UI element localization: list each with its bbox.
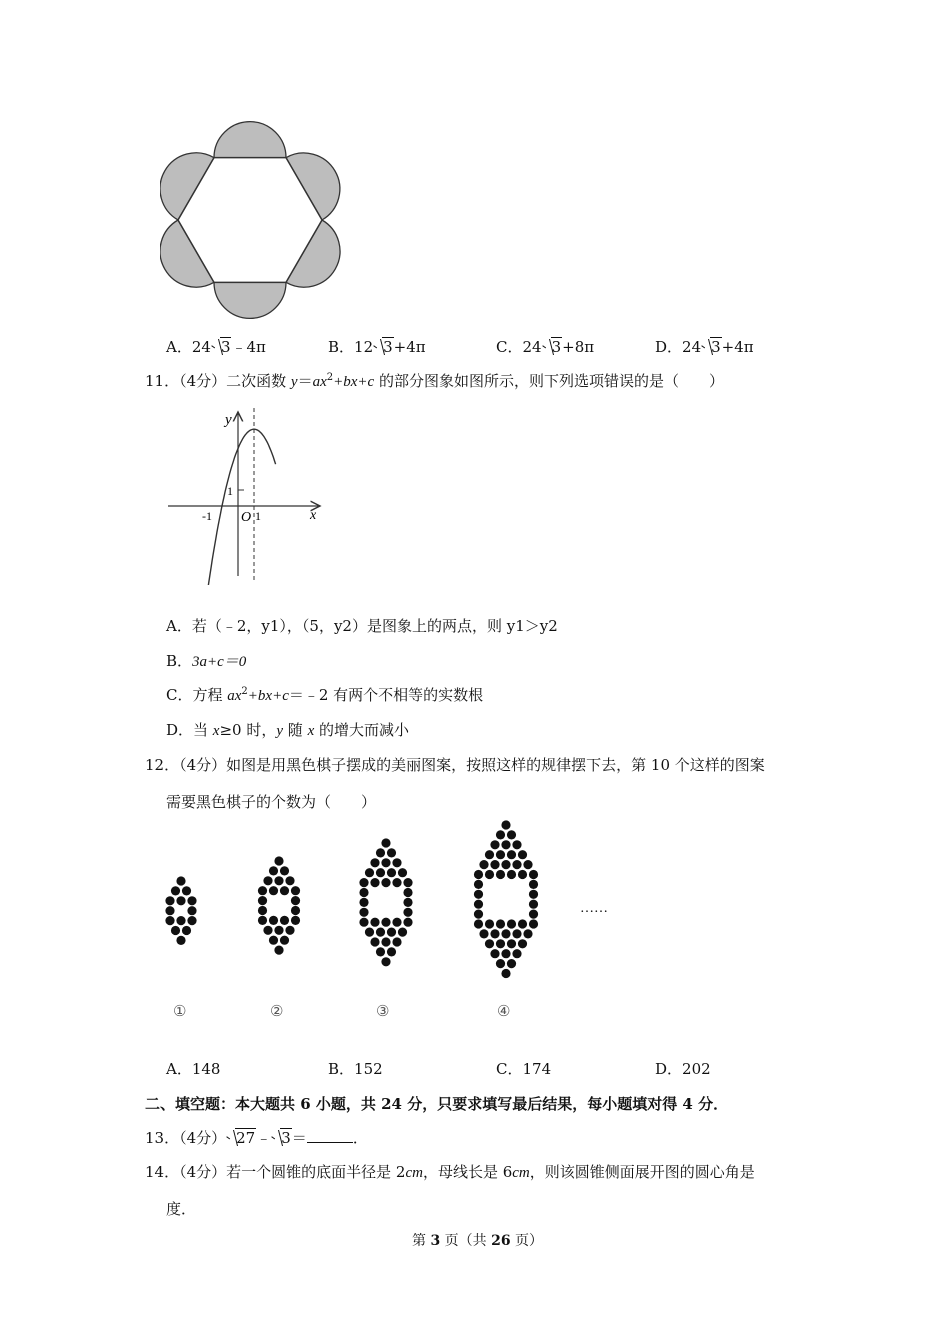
chess-piece-dot	[381, 937, 390, 946]
chess-piece-dot	[529, 919, 538, 928]
chess-piece-dot	[501, 840, 510, 849]
chess-piece-dot	[398, 868, 407, 877]
chess-piece-dot	[518, 870, 527, 879]
radicand: 3	[220, 338, 231, 356]
chess-piece-dot	[392, 937, 401, 946]
chess-piece-dot	[182, 886, 191, 895]
q11-option-c[interactable]	[166, 684, 483, 705]
option-c-tail: ＝﹣2 有两个不相等的实数根	[288, 686, 484, 704]
term-ax: ax	[312, 374, 327, 390]
page-footer	[412, 1230, 543, 1250]
chess-piece-dot	[387, 947, 396, 956]
option-b-text: 3a+c＝0	[192, 654, 247, 670]
page-number: 3	[430, 1233, 441, 1249]
chess-piece-dot	[512, 949, 521, 958]
chess-piece-dot	[501, 969, 510, 978]
sqrt-sign	[542, 338, 563, 356]
q11-option-b[interactable]	[166, 650, 246, 671]
chess-piece-dot	[176, 916, 185, 925]
q13-prefix: 13．（4分）	[145, 1129, 227, 1147]
chess-piece-dot	[496, 959, 505, 968]
var-x: x	[307, 723, 315, 739]
chess-piece-dot	[376, 848, 385, 857]
sqrt-sign	[271, 1129, 292, 1147]
chess-piece-dot	[381, 957, 390, 966]
chess-piece-dot	[269, 866, 278, 875]
option-tail: +4π	[393, 338, 426, 356]
chess-piece-dot	[165, 896, 174, 905]
parabola-graph	[162, 400, 330, 585]
radicand: 3	[551, 338, 562, 356]
chess-piece-dot	[529, 900, 538, 909]
chess-piece-dot	[387, 848, 396, 857]
chess-piece-dot	[280, 916, 289, 925]
q11-option-a[interactable]	[166, 615, 558, 636]
chess-piece-dot	[280, 936, 289, 945]
chess-piece-dot	[263, 926, 272, 935]
option-coef: 24	[522, 338, 542, 356]
chess-piece-dot	[403, 898, 412, 907]
chess-piece-dot	[496, 939, 505, 948]
chess-piece-dot	[370, 918, 379, 927]
chess-piece-dot	[381, 918, 390, 927]
q14-stem-line2: 度．	[166, 1200, 197, 1218]
chess-piece-dot	[165, 916, 174, 925]
chess-piece-dot	[403, 878, 412, 887]
option-coef: 24	[191, 338, 211, 356]
chess-piece-dot	[376, 928, 385, 937]
chess-piece-dot	[501, 929, 510, 938]
chess-piece-dot	[381, 838, 390, 847]
chess-piece-dot	[496, 870, 505, 879]
chess-piece-dot	[501, 860, 510, 869]
chess-piece-dot	[269, 886, 278, 895]
chess-piece-dot	[381, 878, 390, 887]
option-d-mid: ≥0 时，	[219, 721, 277, 739]
chess-piece-dot	[392, 918, 401, 927]
y-axis-label: y	[225, 412, 232, 428]
chess-piece-dot	[490, 949, 499, 958]
chess-piece-dot	[291, 916, 300, 925]
var-y: y	[290, 374, 298, 390]
chess-piece-dot	[485, 850, 494, 859]
radicand: 3	[383, 338, 393, 356]
chess-piece-dot	[376, 868, 385, 877]
chess-piece-dot	[176, 896, 185, 905]
chess-piece-dot	[507, 939, 516, 948]
chess-piece-dot	[387, 928, 396, 937]
origin-label: O	[241, 510, 252, 525]
chess-piece-dot	[474, 900, 483, 909]
chess-piece-dot	[501, 820, 510, 829]
chess-pattern-figure	[150, 815, 630, 1005]
q14-stem-line1	[145, 1161, 755, 1182]
chess-piece-dot	[529, 870, 538, 879]
chess-piece-dot	[171, 926, 180, 935]
option-d-end: 的增大而减小	[314, 721, 410, 739]
chess-piece-dot	[165, 906, 174, 915]
chess-piece-dot	[182, 926, 191, 935]
chess-piece-dot	[485, 870, 494, 879]
chess-piece-dot	[269, 936, 278, 945]
chess-piece-dot	[285, 926, 294, 935]
option-label: A．	[166, 338, 192, 356]
chess-piece-dot	[496, 850, 505, 859]
petal-semicircle	[214, 122, 286, 158]
x-axis-label: x	[310, 508, 317, 523]
chess-piece-dot	[187, 916, 196, 925]
chess-piece-dot	[274, 926, 283, 935]
option-coef: 12	[354, 338, 374, 356]
hexagon-petal-figure	[160, 120, 345, 320]
answer-blank[interactable]	[307, 1128, 353, 1143]
chess-piece-dot	[291, 886, 300, 895]
chess-piece-dot	[187, 896, 196, 905]
chess-piece-dot	[285, 876, 294, 885]
term-bxc: +bx+c	[247, 688, 289, 704]
option-label: C．方程	[166, 686, 228, 704]
pattern-label-1: ①	[173, 1002, 187, 1020]
chess-piece-dot	[507, 850, 516, 859]
chess-piece-dot	[507, 919, 516, 928]
chess-piece-dot	[381, 858, 390, 867]
chess-piece-dot	[280, 866, 289, 875]
chess-piece-dot	[258, 896, 267, 905]
chess-piece-dot	[479, 929, 488, 938]
chess-piece-dot	[274, 856, 283, 865]
chess-piece-dot	[280, 886, 289, 895]
chess-piece-dot	[507, 959, 516, 968]
chess-piece-dot	[474, 919, 483, 928]
chess-piece-dot	[269, 916, 278, 925]
chess-piece-dot	[496, 830, 505, 839]
q14-part-b: ，母线长是 6	[422, 1163, 513, 1181]
q12-option-b[interactable]: B．152	[328, 1060, 383, 1078]
period: ．	[352, 1129, 368, 1147]
q11-option-d[interactable]	[166, 719, 409, 740]
option-d-pre: D．当	[166, 721, 213, 739]
chess-piece-dot	[507, 830, 516, 839]
q13-stem	[145, 1127, 368, 1148]
total-pages: 26	[491, 1233, 511, 1249]
chess-piece-dot	[518, 850, 527, 859]
tick-minus-one-label: -1	[202, 509, 212, 523]
chess-piece-dot	[474, 890, 483, 899]
chess-piece-dot	[474, 880, 483, 889]
chess-piece-dot	[501, 949, 510, 958]
option-coef: 24	[682, 338, 702, 356]
term-bxc: +bx+c	[333, 374, 375, 390]
q14-part-c: ，则该圆锥侧面展开图的圆心角是	[529, 1163, 755, 1181]
chess-piece-dot	[518, 939, 527, 948]
q11-stem	[145, 370, 724, 391]
chess-piece-dot	[403, 888, 412, 897]
equals: ＝	[297, 372, 313, 390]
q10-option-d[interactable]	[655, 336, 754, 357]
pattern-label-2: ②	[270, 1002, 284, 1020]
chess-piece-dot	[387, 868, 396, 877]
chess-piece-dot	[176, 876, 185, 885]
radicand: 27	[236, 1129, 256, 1147]
var-x: x	[212, 723, 220, 739]
option-label: B．	[166, 652, 193, 670]
chess-piece-dot	[507, 870, 516, 879]
chess-piece-dot	[529, 910, 538, 919]
chess-piece-dot	[518, 919, 527, 928]
chess-piece-dot	[485, 919, 494, 928]
chess-piece-dot	[490, 860, 499, 869]
chess-piece-dot	[512, 929, 521, 938]
sqrt-sign	[226, 1129, 256, 1147]
q10-option-c[interactable]	[496, 336, 594, 357]
chess-piece-dot	[398, 928, 407, 937]
unit-cm: cm	[512, 1165, 530, 1181]
chess-piece-dot	[485, 939, 494, 948]
chess-piece-dot	[496, 919, 505, 928]
var-y: y	[276, 723, 284, 739]
chess-piece-dot	[370, 878, 379, 887]
tick-one-y-label: 1	[227, 484, 233, 498]
chess-piece-dot	[291, 896, 300, 905]
chess-piece-dot	[529, 880, 538, 889]
option-tail: +8π	[562, 338, 595, 356]
exponent: 2	[326, 372, 334, 383]
q10-option-b[interactable]	[328, 336, 426, 357]
equals: ＝	[291, 1129, 307, 1147]
tick-one-x-label: 1	[255, 509, 261, 523]
q12-stem-line2: 需要黑色棋子的个数为（ ）	[166, 793, 377, 811]
chess-piece-dot	[258, 916, 267, 925]
option-label: D．	[655, 338, 683, 356]
chess-piece-dot	[490, 929, 499, 938]
q12-stem-line1: 12．（4分）如图是用黑色棋子摆成的美丽图案，按照这样的规律摆下去，第 10 个这样的图案	[145, 756, 765, 774]
chess-piece-dot	[479, 860, 488, 869]
chess-piece-dot	[370, 858, 379, 867]
chess-piece-dot	[523, 860, 532, 869]
chess-piece-dot	[263, 876, 272, 885]
option-label: B．	[328, 338, 355, 356]
sqrt-sign	[211, 338, 232, 356]
chess-piece-dot	[365, 868, 374, 877]
chess-piece-dot	[403, 918, 412, 927]
chess-piece-dot	[274, 876, 283, 885]
chess-piece-dot	[512, 860, 521, 869]
chess-piece-dot	[359, 908, 368, 917]
footer-pre: 第	[412, 1233, 431, 1249]
chess-piece-dot	[176, 936, 185, 945]
chess-piece-dot	[359, 898, 368, 907]
q12-option-a[interactable]: A．148	[166, 1060, 221, 1078]
chess-piece-dot	[474, 910, 483, 919]
minus-sign: ﹣	[256, 1129, 272, 1147]
q11-prefix: 11．（4分）二次函数	[145, 372, 291, 390]
chess-piece-dot	[365, 928, 374, 937]
chess-piece-dot	[490, 840, 499, 849]
section-2-heading: 二、填空题：本大题共 6 小题，共 24 分，只要求填写最后结果，每小题填对得 4 分．	[145, 1095, 729, 1113]
chess-piece-dot	[171, 886, 180, 895]
pattern-label-3: ③	[376, 1002, 390, 1020]
chess-piece-dot	[376, 947, 385, 956]
pattern-label-4: ④	[497, 1002, 511, 1020]
unit-cm: cm	[405, 1165, 423, 1181]
chess-piece-dot	[474, 870, 483, 879]
q12-option-c[interactable]: C．174	[496, 1060, 552, 1078]
option-d-mid2: 随	[283, 721, 308, 739]
chess-piece-dot	[392, 878, 401, 887]
pattern-ellipsis: ……	[580, 901, 608, 916]
radicand: 3	[711, 338, 721, 356]
chess-piece-dot	[258, 906, 267, 915]
chess-piece-dot	[274, 946, 283, 955]
chess-piece-dot	[523, 929, 532, 938]
option-tail: +4π	[721, 338, 754, 356]
chess-piece-dot	[512, 840, 521, 849]
chess-piece-dot	[291, 906, 300, 915]
chess-piece-dot	[403, 908, 412, 917]
option-a-text: A．若（﹣2，y1），（5，y2）是图象上的两点，则 y1＞y2	[166, 617, 558, 635]
chess-piece-dot	[359, 918, 368, 927]
chess-piece-dot	[392, 858, 401, 867]
footer-post: 页）	[510, 1233, 544, 1249]
q12-option-d[interactable]: D．202	[655, 1060, 711, 1078]
radicand: 3	[281, 1129, 291, 1147]
parabola-curve	[205, 429, 275, 585]
chess-piece-dot	[529, 890, 538, 899]
chess-piece-dot	[187, 906, 196, 915]
q14-part-a: 14．（4分）若一个圆锥的底面半径是 2	[145, 1163, 406, 1181]
q10-option-a[interactable]	[166, 336, 266, 357]
sqrt-sign	[373, 338, 394, 356]
option-tail: ﹣4π	[231, 338, 266, 356]
chess-piece-dot	[359, 878, 368, 887]
option-label: C．	[496, 338, 523, 356]
exponent: 2	[241, 686, 248, 697]
chess-piece-dot	[359, 888, 368, 897]
q11-suffix: 的部分图象如图所示，则下列选项错误的是（ ）	[374, 372, 724, 390]
footer-mid: 页（共	[440, 1233, 492, 1249]
petal-semicircle	[214, 282, 286, 318]
sqrt-sign	[701, 338, 722, 356]
chess-piece-dot	[258, 886, 267, 895]
term-ax: ax	[227, 688, 242, 704]
chess-piece-dot	[370, 937, 379, 946]
